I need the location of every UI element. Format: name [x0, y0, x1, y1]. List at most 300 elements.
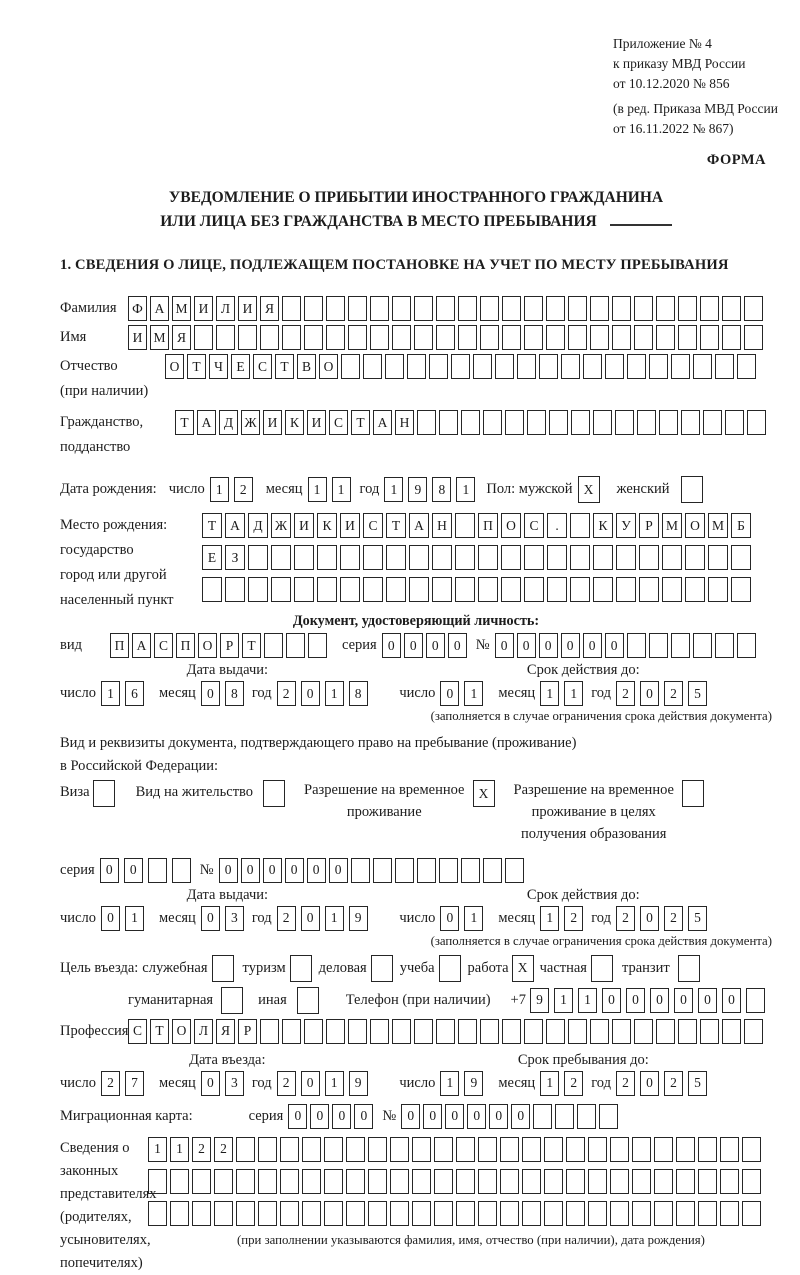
birthplace-input-row2-cell[interactable]: [524, 545, 544, 570]
permit-number-input-cell[interactable]: [439, 858, 458, 883]
birthplace-input-row2[interactable]: [202, 545, 754, 570]
representatives-input-row2-cell[interactable]: [720, 1169, 739, 1194]
patronymic-input-cell[interactable]: С: [253, 354, 272, 379]
permit-valid-year-input-cell[interactable]: 5: [688, 906, 707, 931]
birthplace-input-row1-cell[interactable]: П: [478, 513, 498, 538]
permit-valid-year-input-cell[interactable]: 2: [616, 906, 635, 931]
surname-input-cell[interactable]: [458, 296, 477, 321]
visa-checkbox-cell[interactable]: [93, 780, 115, 807]
profession-input-cell[interactable]: О: [172, 1019, 191, 1044]
birthplace-input-row3-cell[interactable]: [708, 577, 728, 602]
representatives-input-row3-cell[interactable]: [170, 1201, 189, 1226]
representatives-input-row2-cell[interactable]: [214, 1169, 233, 1194]
entry-year-input-cell[interactable]: 9: [349, 1071, 368, 1096]
representatives-input-row3-cell[interactable]: [742, 1201, 761, 1226]
representatives-input-row1-cell[interactable]: 2: [214, 1137, 233, 1162]
permit-number-input-cell[interactable]: [351, 858, 370, 883]
representatives-input-row2-cell[interactable]: [698, 1169, 717, 1194]
profession-input-cell[interactable]: [656, 1019, 675, 1044]
profession-input-cell[interactable]: [414, 1019, 433, 1044]
birthplace-input-row2-cell[interactable]: [271, 545, 291, 570]
rvp-checkbox-cell[interactable]: X: [473, 780, 495, 807]
permit-issue-month-input[interactable]: [201, 906, 249, 931]
representatives-input-row1-cell[interactable]: [478, 1137, 497, 1162]
permit-number-input-cell[interactable]: [373, 858, 392, 883]
permit-number-input-cell[interactable]: [483, 858, 502, 883]
name-input-cell[interactable]: [194, 325, 213, 350]
citizenship-input-cell[interactable]: [659, 410, 678, 435]
representatives-input-row1-cell[interactable]: [456, 1137, 475, 1162]
birthplace-input-row2-cell[interactable]: [478, 545, 498, 570]
representatives-input-row1-cell[interactable]: [390, 1137, 409, 1162]
entry-day-input[interactable]: [101, 1071, 149, 1096]
representatives-input-row2-cell[interactable]: [610, 1169, 629, 1194]
birthplace-input-row2-cell[interactable]: [547, 545, 567, 570]
purpose-work-checkbox[interactable]: [512, 955, 537, 982]
phone-input-cell[interactable]: 0: [674, 988, 693, 1013]
doc-type-input-cell[interactable]: [308, 633, 327, 658]
doc-number-input-cell[interactable]: [737, 633, 756, 658]
representatives-input-row3-cell[interactable]: [192, 1201, 211, 1226]
birthplace-input-row3-cell[interactable]: [547, 577, 567, 602]
birthplace-input-row3-cell[interactable]: [455, 577, 475, 602]
doc-type-input-cell[interactable]: А: [132, 633, 151, 658]
citizenship-input-cell[interactable]: К: [285, 410, 304, 435]
name-input-cell[interactable]: [568, 325, 587, 350]
doc-issue-month-input-cell[interactable]: 8: [225, 681, 244, 706]
birth-month-input-cell[interactable]: 1: [332, 477, 351, 502]
mig-number-input-cell[interactable]: 0: [401, 1104, 420, 1129]
stay-year-input-cell[interactable]: 2: [664, 1071, 683, 1096]
gender-female-checkbox[interactable]: [681, 476, 706, 503]
name-input-cell[interactable]: [524, 325, 543, 350]
birthplace-input-row1-cell[interactable]: С: [363, 513, 383, 538]
doc-type-input-cell[interactable]: Р: [220, 633, 239, 658]
mig-series-input-cell[interactable]: 0: [310, 1104, 329, 1129]
representatives-input-row1-cell[interactable]: [544, 1137, 563, 1162]
gender-female-checkbox-cell[interactable]: [681, 476, 703, 503]
representatives-input-row2-cell[interactable]: [346, 1169, 365, 1194]
mig-number-input-cell[interactable]: [577, 1104, 596, 1129]
birthplace-input-row2-cell[interactable]: [248, 545, 268, 570]
representatives-input-row1-cell[interactable]: [566, 1137, 585, 1162]
permit-issue-day-input[interactable]: [101, 906, 149, 931]
permit-issue-year-input-cell[interactable]: 1: [325, 906, 344, 931]
birthplace-input-row1-cell[interactable]: У: [616, 513, 636, 538]
citizenship-input-cell[interactable]: [505, 410, 524, 435]
rvp-checkbox[interactable]: [473, 780, 498, 807]
purpose-humanitarian-checkbox-cell[interactable]: [221, 987, 243, 1014]
birthplace-input-row3-cell[interactable]: [731, 577, 751, 602]
birth-day-input-cell[interactable]: 1: [210, 477, 229, 502]
representatives-input-row1[interactable]: [148, 1137, 764, 1162]
entry-year-input[interactable]: [277, 1071, 373, 1096]
citizenship-input-cell[interactable]: И: [263, 410, 282, 435]
representatives-input-row2-cell[interactable]: [148, 1169, 167, 1194]
representatives-input-row2-cell[interactable]: [676, 1169, 695, 1194]
permit-issue-year-input-cell[interactable]: 2: [277, 906, 296, 931]
surname-input-cell[interactable]: [678, 296, 697, 321]
birth-month-input-cell[interactable]: 1: [308, 477, 327, 502]
doc-number-input-cell[interactable]: 0: [539, 633, 558, 658]
representatives-input-row3-cell[interactable]: [390, 1201, 409, 1226]
permit-valid-month-input-cell[interactable]: 1: [540, 906, 559, 931]
permit-number-input-cell[interactable]: [505, 858, 524, 883]
profession-input-cell[interactable]: [304, 1019, 323, 1044]
permit-series-input-cell[interactable]: [148, 858, 167, 883]
purpose-study-checkbox[interactable]: [439, 955, 464, 982]
purpose-other-checkbox[interactable]: [297, 987, 322, 1014]
purpose-official-checkbox[interactable]: [212, 955, 237, 982]
representatives-input-row3-cell[interactable]: [500, 1201, 519, 1226]
mig-number-input-cell[interactable]: [555, 1104, 574, 1129]
patronymic-input-cell[interactable]: [517, 354, 536, 379]
patronymic-input-cell[interactable]: [737, 354, 756, 379]
birth-year-input-cell[interactable]: 1: [384, 477, 403, 502]
name-input-cell[interactable]: [502, 325, 521, 350]
patronymic-input-cell[interactable]: [715, 354, 734, 379]
entry-year-input-cell[interactable]: 2: [277, 1071, 296, 1096]
representatives-input-row3-cell[interactable]: [324, 1201, 343, 1226]
doc-issue-day-input-cell[interactable]: 1: [101, 681, 120, 706]
doc-number-input-cell[interactable]: [627, 633, 646, 658]
patronymic-input-cell[interactable]: [341, 354, 360, 379]
doc-issue-year-input[interactable]: [277, 681, 373, 706]
doc-series-input-cell[interactable]: 0: [382, 633, 401, 658]
citizenship-input-cell[interactable]: Т: [175, 410, 194, 435]
representatives-input-row1-cell[interactable]: [742, 1137, 761, 1162]
patronymic-input-cell[interactable]: [561, 354, 580, 379]
mig-number-input-cell[interactable]: 0: [511, 1104, 530, 1129]
mig-series-input[interactable]: [288, 1104, 376, 1129]
doc-number-input-cell[interactable]: 0: [495, 633, 514, 658]
birthplace-input-row1-cell[interactable]: Ж: [271, 513, 291, 538]
doc-series-input-cell[interactable]: 0: [426, 633, 445, 658]
mig-series-input-cell[interactable]: 0: [332, 1104, 351, 1129]
citizenship-input-cell[interactable]: [527, 410, 546, 435]
birthplace-input-row2-cell[interactable]: [386, 545, 406, 570]
surname-input-cell[interactable]: Л: [216, 296, 235, 321]
purpose-work-checkbox-cell[interactable]: X: [512, 955, 534, 982]
stay-year-input[interactable]: [616, 1071, 712, 1096]
birthplace-input-row3-cell[interactable]: [685, 577, 705, 602]
representatives-input-row3-cell[interactable]: [280, 1201, 299, 1226]
patronymic-input-cell[interactable]: [429, 354, 448, 379]
phone-input-cell[interactable]: 0: [650, 988, 669, 1013]
permit-valid-year-input-cell[interactable]: 2: [664, 906, 683, 931]
permit-number-input-cell[interactable]: 0: [219, 858, 238, 883]
birthplace-input-row1-cell[interactable]: О: [501, 513, 521, 538]
permit-valid-year-input[interactable]: [616, 906, 712, 931]
mig-number-input-cell[interactable]: [533, 1104, 552, 1129]
doc-type-input-cell[interactable]: С: [154, 633, 173, 658]
permit-valid-day-input-cell[interactable]: 0: [440, 906, 459, 931]
birthplace-input-row2-cell[interactable]: [501, 545, 521, 570]
name-input-cell[interactable]: [480, 325, 499, 350]
birthplace-input-row1-cell[interactable]: А: [225, 513, 245, 538]
surname-input-cell[interactable]: [414, 296, 433, 321]
purpose-business-checkbox-cell[interactable]: [371, 955, 393, 982]
stay-day-input[interactable]: [440, 1071, 488, 1096]
rvp-edu-checkbox-cell[interactable]: [682, 780, 704, 807]
representatives-input-row3-cell[interactable]: [610, 1201, 629, 1226]
profession-input-cell[interactable]: [634, 1019, 653, 1044]
name-input-cell[interactable]: [216, 325, 235, 350]
patronymic-input-cell[interactable]: [473, 354, 492, 379]
representatives-input-row2-cell[interactable]: [412, 1169, 431, 1194]
birthplace-input-row3-cell[interactable]: [202, 577, 222, 602]
birthplace-input-row3-cell[interactable]: [524, 577, 544, 602]
doc-issue-year-input-cell[interactable]: 2: [277, 681, 296, 706]
citizenship-input-cell[interactable]: [747, 410, 766, 435]
birthplace-input-row2-cell[interactable]: [616, 545, 636, 570]
representatives-input-row3-cell[interactable]: [148, 1201, 167, 1226]
doc-number-input-cell[interactable]: 0: [561, 633, 580, 658]
phone-input[interactable]: [530, 988, 770, 1013]
representatives-input-row1-cell[interactable]: [324, 1137, 343, 1162]
representatives-input-row1-cell[interactable]: [280, 1137, 299, 1162]
mig-number-input-cell[interactable]: [599, 1104, 618, 1129]
birthplace-input-row2-cell[interactable]: [662, 545, 682, 570]
representatives-input-row3-cell[interactable]: [258, 1201, 277, 1226]
doc-issue-year-input-cell[interactable]: 8: [349, 681, 368, 706]
birthplace-input-row2-cell[interactable]: [432, 545, 452, 570]
permit-number-input-cell[interactable]: 0: [285, 858, 304, 883]
purpose-tourism-checkbox-cell[interactable]: [290, 955, 312, 982]
profession-input-cell[interactable]: [260, 1019, 279, 1044]
patronymic-input-cell[interactable]: [539, 354, 558, 379]
permit-valid-day-input[interactable]: [440, 906, 488, 931]
birthplace-input-row3-cell[interactable]: [317, 577, 337, 602]
stay-year-input-cell[interactable]: 0: [640, 1071, 659, 1096]
profession-input-cell[interactable]: [700, 1019, 719, 1044]
representatives-input-row1-cell[interactable]: [654, 1137, 673, 1162]
permit-number-input-cell[interactable]: [461, 858, 480, 883]
citizenship-input-cell[interactable]: [637, 410, 656, 435]
representatives-input-row2-cell[interactable]: [544, 1169, 563, 1194]
stay-month-input-cell[interactable]: 2: [564, 1071, 583, 1096]
surname-input-cell[interactable]: [304, 296, 323, 321]
profession-input-cell[interactable]: [590, 1019, 609, 1044]
profession-input-cell[interactable]: Р: [238, 1019, 257, 1044]
doc-number-input-cell[interactable]: 0: [605, 633, 624, 658]
purpose-humanitarian-checkbox[interactable]: [221, 987, 246, 1014]
representatives-input-row1-cell[interactable]: [676, 1137, 695, 1162]
representatives-input-row1-cell[interactable]: 2: [192, 1137, 211, 1162]
permit-series-input[interactable]: [100, 858, 196, 883]
birthplace-input-row3-cell[interactable]: [501, 577, 521, 602]
name-input[interactable]: [128, 325, 766, 350]
mig-series-input-cell[interactable]: 0: [354, 1104, 373, 1129]
birthplace-input-row3-cell[interactable]: [478, 577, 498, 602]
birth-year-input-cell[interactable]: 8: [432, 477, 451, 502]
citizenship-input-cell[interactable]: Н: [395, 410, 414, 435]
representatives-input-row3-cell[interactable]: [632, 1201, 651, 1226]
birthplace-input-row1-cell[interactable]: К: [593, 513, 613, 538]
patronymic-input-cell[interactable]: [583, 354, 602, 379]
profession-input-cell[interactable]: Т: [150, 1019, 169, 1044]
visa-checkbox[interactable]: [93, 780, 118, 807]
profession-input[interactable]: [128, 1019, 766, 1044]
profession-input-cell[interactable]: [436, 1019, 455, 1044]
doc-issue-day-input-cell[interactable]: 6: [125, 681, 144, 706]
permit-number-input[interactable]: [219, 858, 527, 883]
permit-number-input-cell[interactable]: [395, 858, 414, 883]
profession-input-cell[interactable]: [744, 1019, 763, 1044]
citizenship-input-cell[interactable]: [725, 410, 744, 435]
birthplace-input-row1-cell[interactable]: Т: [202, 513, 222, 538]
representatives-input-row1-cell[interactable]: [500, 1137, 519, 1162]
entry-day-input-cell[interactable]: 2: [101, 1071, 120, 1096]
entry-month-input[interactable]: [201, 1071, 249, 1096]
patronymic-input-cell[interactable]: [495, 354, 514, 379]
gender-male-checkbox-cell[interactable]: X: [578, 476, 600, 503]
surname-input-cell[interactable]: А: [150, 296, 169, 321]
profession-input-cell[interactable]: [568, 1019, 587, 1044]
doc-valid-month-input-cell[interactable]: 1: [540, 681, 559, 706]
birth-year-input-cell[interactable]: 9: [408, 477, 427, 502]
profession-input-cell[interactable]: [546, 1019, 565, 1044]
name-input-cell[interactable]: [348, 325, 367, 350]
entry-day-input-cell[interactable]: 7: [125, 1071, 144, 1096]
permit-series-input-cell[interactable]: 0: [100, 858, 119, 883]
permit-issue-day-input-cell[interactable]: 0: [101, 906, 120, 931]
representatives-input-row3-cell[interactable]: [412, 1201, 431, 1226]
citizenship-input-cell[interactable]: А: [197, 410, 216, 435]
representatives-input-row2-cell[interactable]: [302, 1169, 321, 1194]
representatives-input-row1-cell[interactable]: [434, 1137, 453, 1162]
patronymic-input-cell[interactable]: Ч: [209, 354, 228, 379]
name-input-cell[interactable]: [634, 325, 653, 350]
surname-input-cell[interactable]: Я: [260, 296, 279, 321]
citizenship-input-cell[interactable]: [439, 410, 458, 435]
surname-input-cell[interactable]: [700, 296, 719, 321]
name-input-cell[interactable]: [304, 325, 323, 350]
doc-issue-day-input[interactable]: [101, 681, 149, 706]
patronymic-input-cell[interactable]: В: [297, 354, 316, 379]
birthplace-input-row3-cell[interactable]: [570, 577, 590, 602]
birthplace-input-row3-cell[interactable]: [294, 577, 314, 602]
representatives-input-row3-cell[interactable]: [654, 1201, 673, 1226]
phone-input-cell[interactable]: 0: [602, 988, 621, 1013]
representatives-input-row1-cell[interactable]: [346, 1137, 365, 1162]
citizenship-input-cell[interactable]: [703, 410, 722, 435]
stay-year-input-cell[interactable]: 2: [616, 1071, 635, 1096]
surname-input-cell[interactable]: И: [238, 296, 257, 321]
patronymic-input-cell[interactable]: [407, 354, 426, 379]
citizenship-input-cell[interactable]: [681, 410, 700, 435]
birth-year-input[interactable]: [384, 477, 480, 502]
birthplace-input-row3-cell[interactable]: [409, 577, 429, 602]
doc-valid-month-input[interactable]: [540, 681, 588, 706]
birth-day-input-cell[interactable]: 2: [234, 477, 253, 502]
surname-input-cell[interactable]: [612, 296, 631, 321]
permit-issue-year-input[interactable]: [277, 906, 373, 931]
patronymic-input-cell[interactable]: Т: [275, 354, 294, 379]
name-input-cell[interactable]: [282, 325, 301, 350]
doc-valid-year-input-cell[interactable]: 0: [640, 681, 659, 706]
doc-number-input-cell[interactable]: 0: [583, 633, 602, 658]
surname-input-cell[interactable]: [590, 296, 609, 321]
name-input-cell[interactable]: И: [128, 325, 147, 350]
citizenship-input-cell[interactable]: [593, 410, 612, 435]
permit-valid-year-input-cell[interactable]: 0: [640, 906, 659, 931]
birthplace-input-row2-cell[interactable]: [294, 545, 314, 570]
surname-input-cell[interactable]: [568, 296, 587, 321]
birthplace-input-row1-cell[interactable]: Б: [731, 513, 751, 538]
representatives-input-row3-cell[interactable]: [302, 1201, 321, 1226]
representatives-input-row1-cell[interactable]: [368, 1137, 387, 1162]
representatives-input-row1-cell[interactable]: [698, 1137, 717, 1162]
mig-number-input-cell[interactable]: 0: [423, 1104, 442, 1129]
birthplace-input-row3-cell[interactable]: [432, 577, 452, 602]
mig-number-input-cell[interactable]: 0: [489, 1104, 508, 1129]
birthplace-input-row1[interactable]: [202, 513, 754, 538]
birthplace-input-row1-cell[interactable]: А: [409, 513, 429, 538]
birthplace-input-row2-cell[interactable]: [455, 545, 475, 570]
representatives-input-row3-cell[interactable]: [588, 1201, 607, 1226]
birthplace-input-row1-cell[interactable]: И: [340, 513, 360, 538]
birthplace-input-row2-cell[interactable]: [409, 545, 429, 570]
surname-input-cell[interactable]: [722, 296, 741, 321]
birth-day-input[interactable]: [210, 477, 258, 502]
representatives-input-row3-cell[interactable]: [368, 1201, 387, 1226]
citizenship-input-cell[interactable]: [549, 410, 568, 435]
permit-valid-month-input[interactable]: [540, 906, 588, 931]
doc-type-input-cell[interactable]: [286, 633, 305, 658]
name-input-cell[interactable]: [678, 325, 697, 350]
birthplace-input-row1-cell[interactable]: Д: [248, 513, 268, 538]
doc-issue-month-input[interactable]: [201, 681, 249, 706]
surname-input-cell[interactable]: И: [194, 296, 213, 321]
doc-issue-year-input-cell[interactable]: 1: [325, 681, 344, 706]
phone-input-cell[interactable]: 0: [722, 988, 741, 1013]
patronymic-input-cell[interactable]: [605, 354, 624, 379]
birthplace-input-row1-cell[interactable]: Р: [639, 513, 659, 538]
birthplace-input-row1-cell[interactable]: И: [294, 513, 314, 538]
profession-input-cell[interactable]: Я: [216, 1019, 235, 1044]
representatives-input-row2-cell[interactable]: [434, 1169, 453, 1194]
purpose-other-checkbox-cell[interactable]: [297, 987, 319, 1014]
representatives-input-row2-cell[interactable]: [170, 1169, 189, 1194]
representatives-input-row2-cell[interactable]: [324, 1169, 343, 1194]
doc-series-input-cell[interactable]: 0: [404, 633, 423, 658]
representatives-input-row1-cell[interactable]: [610, 1137, 629, 1162]
birthplace-input-row2-cell[interactable]: [685, 545, 705, 570]
surname-input-cell[interactable]: [524, 296, 543, 321]
surname-input-cell[interactable]: [656, 296, 675, 321]
doc-valid-month-input-cell[interactable]: 1: [564, 681, 583, 706]
birthplace-input-row3-cell[interactable]: [386, 577, 406, 602]
birthplace-input-row2-cell[interactable]: [363, 545, 383, 570]
patronymic-input[interactable]: [165, 354, 759, 379]
birthplace-input-row1-cell[interactable]: М: [662, 513, 682, 538]
stay-day-input-cell[interactable]: 9: [464, 1071, 483, 1096]
birthplace-input-row3-cell[interactable]: [271, 577, 291, 602]
birthplace-input-row3-cell[interactable]: [639, 577, 659, 602]
doc-number-input-cell[interactable]: 0: [517, 633, 536, 658]
representatives-input-row2-cell[interactable]: [390, 1169, 409, 1194]
stay-day-input-cell[interactable]: 1: [440, 1071, 459, 1096]
citizenship-input-cell[interactable]: [571, 410, 590, 435]
doc-issue-month-input-cell[interactable]: 0: [201, 681, 220, 706]
name-input-cell[interactable]: [722, 325, 741, 350]
representatives-input-row2-cell[interactable]: [632, 1169, 651, 1194]
phone-input-cell[interactable]: [746, 988, 765, 1013]
representatives-input-row1-cell[interactable]: 1: [170, 1137, 189, 1162]
residence-permit-checkbox[interactable]: [263, 780, 288, 807]
doc-valid-year-input-cell[interactable]: 2: [664, 681, 683, 706]
